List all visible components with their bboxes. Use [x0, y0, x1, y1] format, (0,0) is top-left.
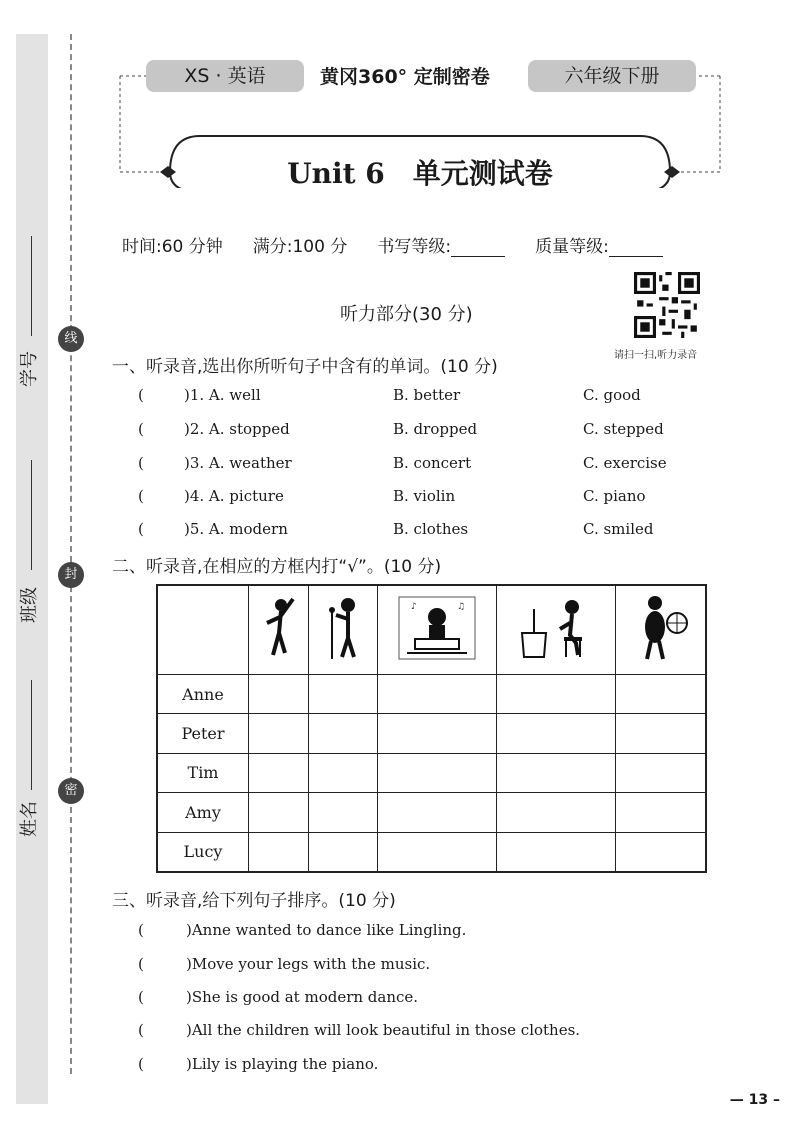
sentence-row-1: [138, 921, 466, 939]
check-cell[interactable]: [497, 714, 616, 753]
check-cell[interactable]: [497, 753, 616, 792]
header-series: 黄冈360° 定制密卷: [320, 66, 490, 88]
check-cell[interactable]: [378, 675, 497, 714]
sentence-text: )She is good at modern dance.: [186, 988, 419, 1006]
check-cell[interactable]: [497, 675, 616, 714]
answer-blank[interactable]: (: [138, 921, 144, 939]
option-c: C. piano: [583, 487, 646, 505]
basketball-icon: [631, 593, 691, 663]
check-cell[interactable]: [309, 714, 378, 753]
question-row-5: [138, 520, 698, 544]
picture-cell: [616, 586, 706, 675]
check-cell[interactable]: [616, 832, 706, 871]
check-cell[interactable]: [249, 714, 309, 753]
seal-xian: 线: [58, 326, 84, 352]
grade-pill: 六年级下册: [528, 60, 696, 92]
check-cell[interactable]: [249, 675, 309, 714]
option-a: )2. A. stopped: [184, 420, 290, 438]
seal-feng: 封: [58, 562, 84, 588]
answer-blank[interactable]: (: [138, 955, 144, 973]
sentence-text: )All the children will look beautiful in those clothes.: [186, 1021, 581, 1039]
sentence-text: )Move your legs with the music.: [186, 955, 431, 973]
check-cell[interactable]: [616, 714, 706, 753]
check-cell[interactable]: [378, 753, 497, 792]
question-row-4: [138, 487, 698, 511]
option-b: B. dropped: [393, 420, 478, 438]
time-info: 时间:60 分钟: [122, 237, 223, 257]
name-cell: Peter: [158, 714, 249, 753]
student-no-blank: [31, 236, 32, 336]
table-row: [158, 793, 706, 832]
check-cell[interactable]: [309, 832, 378, 871]
option-a: )5. A. modern: [184, 520, 288, 538]
sentence-row-5: [138, 1055, 378, 1073]
part2-heading: 二、听录音,在相应的方框内打“√”。(10 分): [112, 557, 442, 577]
page-number: — 13 –: [729, 1092, 780, 1108]
check-cell[interactable]: [249, 753, 309, 792]
sentence-row-3: [138, 988, 418, 1006]
subject-pill: XS · 英语: [146, 60, 304, 92]
singer-icon: [320, 593, 366, 663]
option-b: B. better: [393, 386, 461, 404]
option-a: )1. A. well: [184, 386, 261, 404]
check-cell[interactable]: [497, 832, 616, 871]
picture-cell: [497, 586, 616, 675]
sentence-text: )Anne wanted to dance like Lingling.: [186, 921, 467, 939]
sentence-text: )Lily is playing the piano.: [186, 1055, 379, 1073]
dancer-icon: [259, 593, 299, 663]
fold-line: [70, 34, 72, 1074]
corner-cell: [158, 586, 249, 675]
page-title: Unit 6 单元测试卷: [287, 157, 553, 190]
listening-section-title: 听力部分(30 分): [340, 304, 473, 325]
part1-heading: 一、听录音,选出你所听句子中含有的单词。(10 分): [112, 357, 498, 377]
option-c: C. stepped: [583, 420, 664, 438]
check-cell[interactable]: [616, 793, 706, 832]
name-cell: Amy: [158, 793, 249, 832]
qr-code-icon[interactable]: [634, 272, 700, 338]
answer-blank[interactable]: (: [138, 487, 144, 505]
sentence-row-2: [138, 955, 430, 973]
name-blank: [31, 680, 32, 790]
option-c: C. good: [583, 386, 641, 404]
name-cell: Anne: [158, 675, 249, 714]
picture-cell: [249, 586, 309, 675]
painter-icon: [516, 595, 596, 661]
svg-text:♫: ♫: [457, 602, 466, 612]
table-row: [158, 832, 706, 871]
binding-strip: [16, 34, 48, 1104]
option-a: )3. A. weather: [184, 454, 292, 472]
name-cell: Lucy: [158, 832, 249, 871]
question-row-1: [138, 386, 698, 410]
option-c: C. smiled: [583, 520, 654, 538]
option-b: B. violin: [393, 487, 456, 505]
student-no-label: 学号: [19, 351, 40, 387]
check-cell[interactable]: [378, 793, 497, 832]
picture-cell: [378, 586, 497, 675]
full-score-info: 满分:100 分: [252, 237, 348, 257]
table-row: [158, 675, 706, 714]
option-b: B. concert: [393, 454, 472, 472]
check-cell[interactable]: [309, 793, 378, 832]
answer-blank[interactable]: (: [138, 386, 144, 404]
check-cell[interactable]: [309, 753, 378, 792]
check-cell[interactable]: [497, 793, 616, 832]
table-row: [158, 714, 706, 753]
meta-row: [122, 232, 722, 257]
name-cell: Tim: [158, 753, 249, 792]
answer-blank[interactable]: (: [138, 520, 144, 538]
check-cell[interactable]: [249, 793, 309, 832]
class-blank: [31, 460, 32, 570]
class-label: 班级: [19, 587, 40, 623]
check-cell[interactable]: [616, 753, 706, 792]
quality-grade: 质量等级:: [535, 232, 663, 257]
sentence-row-4: [138, 1021, 580, 1039]
check-cell[interactable]: [616, 675, 706, 714]
part3-heading: 三、听录音,给下列句子排序。(10 分): [112, 891, 396, 911]
answer-blank[interactable]: (: [138, 988, 144, 1006]
table-row: [158, 753, 706, 792]
check-cell[interactable]: [249, 832, 309, 871]
answer-blank[interactable]: (: [138, 454, 144, 472]
check-cell[interactable]: [309, 675, 378, 714]
answer-blank[interactable]: (: [138, 1055, 144, 1073]
option-a: )4. A. picture: [184, 487, 284, 505]
question-row-2: [138, 420, 698, 444]
answer-blank[interactable]: (: [138, 420, 144, 438]
checkbox-table: [156, 584, 707, 873]
answer-blank[interactable]: (: [138, 1021, 144, 1039]
qr-caption: 请扫一扫,听力录音: [614, 350, 698, 361]
pianist-icon: [397, 595, 477, 661]
option-b: B. clothes: [393, 520, 469, 538]
svg-text:♪: ♪: [411, 602, 418, 612]
seal-mi: 密: [58, 778, 84, 804]
question-row-3: [138, 454, 698, 478]
check-cell[interactable]: [378, 714, 497, 753]
name-label: 姓名: [19, 801, 40, 837]
picture-cell: [309, 586, 378, 675]
option-c: C. exercise: [583, 454, 667, 472]
writing-grade: 书写等级:: [377, 232, 505, 257]
check-cell[interactable]: [378, 832, 497, 871]
picture-row: [158, 586, 706, 675]
